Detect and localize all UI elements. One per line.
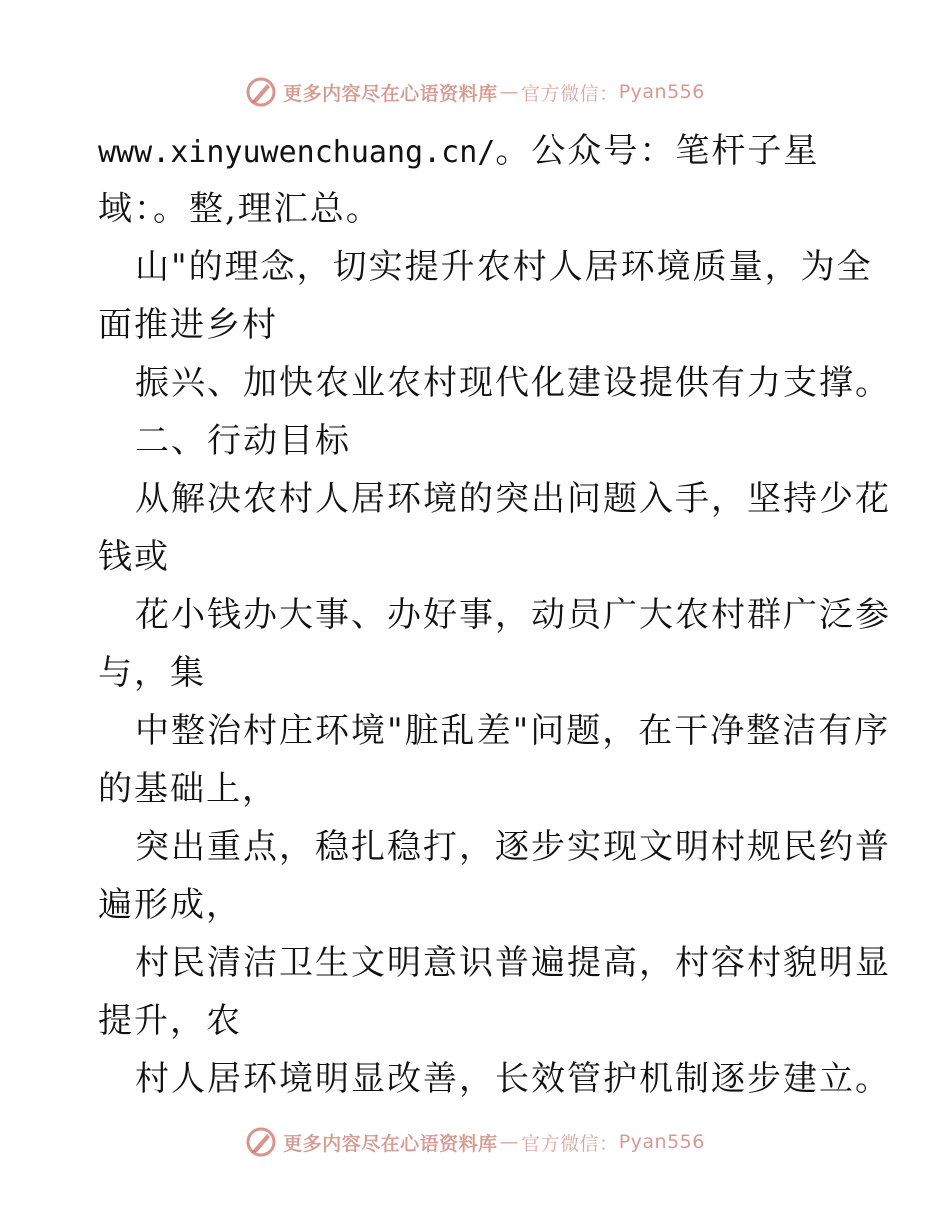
- watermark-text: 更多内容尽在心语资料库: [283, 1132, 498, 1155]
- text-line: 的基础上，: [98, 769, 278, 809]
- watermark-wechat-label: 官方微信：: [521, 82, 619, 105]
- text-line: 遍形成，: [98, 885, 242, 925]
- footer-watermark: [0, 1122, 950, 1162]
- text-line: 与，集: [98, 653, 206, 693]
- text-line: 振兴、加快农业农村现代化建设提供有力支撑。: [135, 363, 891, 403]
- header-watermark: [0, 72, 950, 112]
- watermark-wechat-id: Pyan556: [618, 81, 705, 103]
- watermark-text: 更多内容尽在心语资料库: [283, 82, 498, 105]
- text-line: 花小钱办大事、办好事，动员广大农村群广泛参: [135, 595, 891, 635]
- watermark-dash: —: [499, 1131, 520, 1153]
- text-line: 钱或: [98, 537, 170, 577]
- pen-logo-icon: [245, 76, 277, 108]
- watermark-wechat-id: Pyan556: [618, 1131, 705, 1153]
- text-line: 突出重点，稳扎稳打，逐步实现文明村规民约普: [135, 827, 891, 867]
- website-url: www.xinyuwenchuang.cn/: [98, 135, 496, 170]
- document-body: [98, 122, 891, 1108]
- text-line: 村民清洁卫生文明意识普遍提高，村容村貌明显: [135, 943, 891, 983]
- watermark-dash: —: [499, 81, 520, 103]
- text-line: [98, 122, 868, 180]
- text-line: 山"的理念，切实提升农村人居环境质量，为全: [135, 247, 873, 287]
- pen-logo-icon: [245, 1126, 277, 1158]
- section-heading: 二、行动目标: [135, 421, 351, 461]
- text-line: 中整治村庄环境"脏乱差"问题，在干净整洁有序: [135, 711, 891, 751]
- watermark-wechat-label: 官方微信：: [521, 1132, 619, 1155]
- text-line: 村人居环境明显改善，长效管护机制逐步建立。: [135, 1059, 891, 1099]
- text-line: 从解决农村人居环境的突出问题入手，坚持少花: [135, 479, 891, 519]
- text-line: 面推进乡村: [98, 305, 278, 345]
- text-fragment: 。公众号：笔杆子星: [495, 131, 820, 171]
- text-line: 提升，农: [98, 1001, 242, 1041]
- text-line: 域：。整,理汇总。: [98, 189, 382, 229]
